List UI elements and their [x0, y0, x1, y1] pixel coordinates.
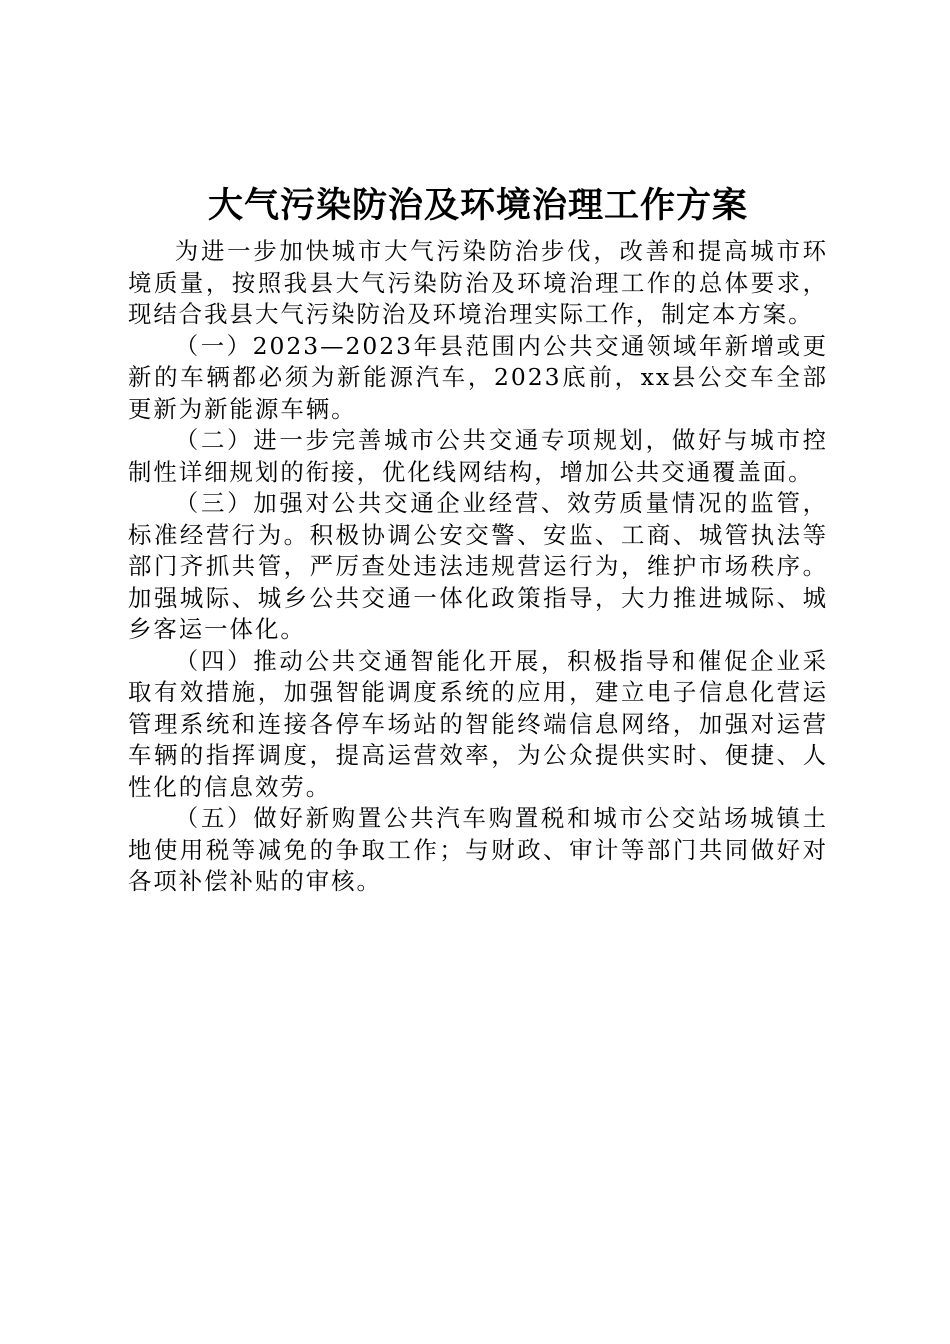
paragraph-item-1: （一）2023—2023年县范围内公共交通领域年新增或更新的车辆都必须为新能源汽车，2023底前，xx县公交车全部更新为新能源车辆。	[128, 331, 828, 423]
document-body	[128, 236, 828, 898]
paragraph-intro: 为进一步加快城市大气污染防治步伐，改善和提高城市环境质量，按照我县大气污染防治及环境治理工作的总体要求，现结合我县大气污染防治及环境治理实际工作，制定本方案。	[128, 237, 828, 328]
paragraph-item-2: （二）进一步完善城市公共交通专项规划，做好与城市控制性详细规划的衔接，优化线网结构，增加公共交通覆盖面。	[128, 426, 828, 486]
paragraph-item-5: （五）做好新购置公共汽车购置税和城市公交站场城镇土地使用税等减免的争取工作；与财政、审计等部门共同做好对各项补偿补贴的审核。	[128, 804, 828, 895]
document-title: 大气污染防治及环境治理工作方案	[207, 186, 748, 226]
paragraph-item-4: （四）推动公共交通智能化开展，积极指导和催促企业采取有效措施，加强智能调度系统的应用，建立电子信息化营运管理系统和连接各停车场站的智能终端信息网络，加强对运营车辆的指挥调度，提高运营效率，为公众提供实时、便捷、人性化的信息效劳。	[128, 646, 828, 801]
paragraph-item-3: （三）加强对公共交通企业经营、效劳质量情况的监管，标准经营行为。积极协调公安交警、安监、工商、城管执法等部门齐抓共管，严厉查处违法违规营运行为，维护市场秩序。加强城际、城乡公共交通一体化政策指导，大力推进城际、城乡客运一体化。	[128, 489, 828, 643]
